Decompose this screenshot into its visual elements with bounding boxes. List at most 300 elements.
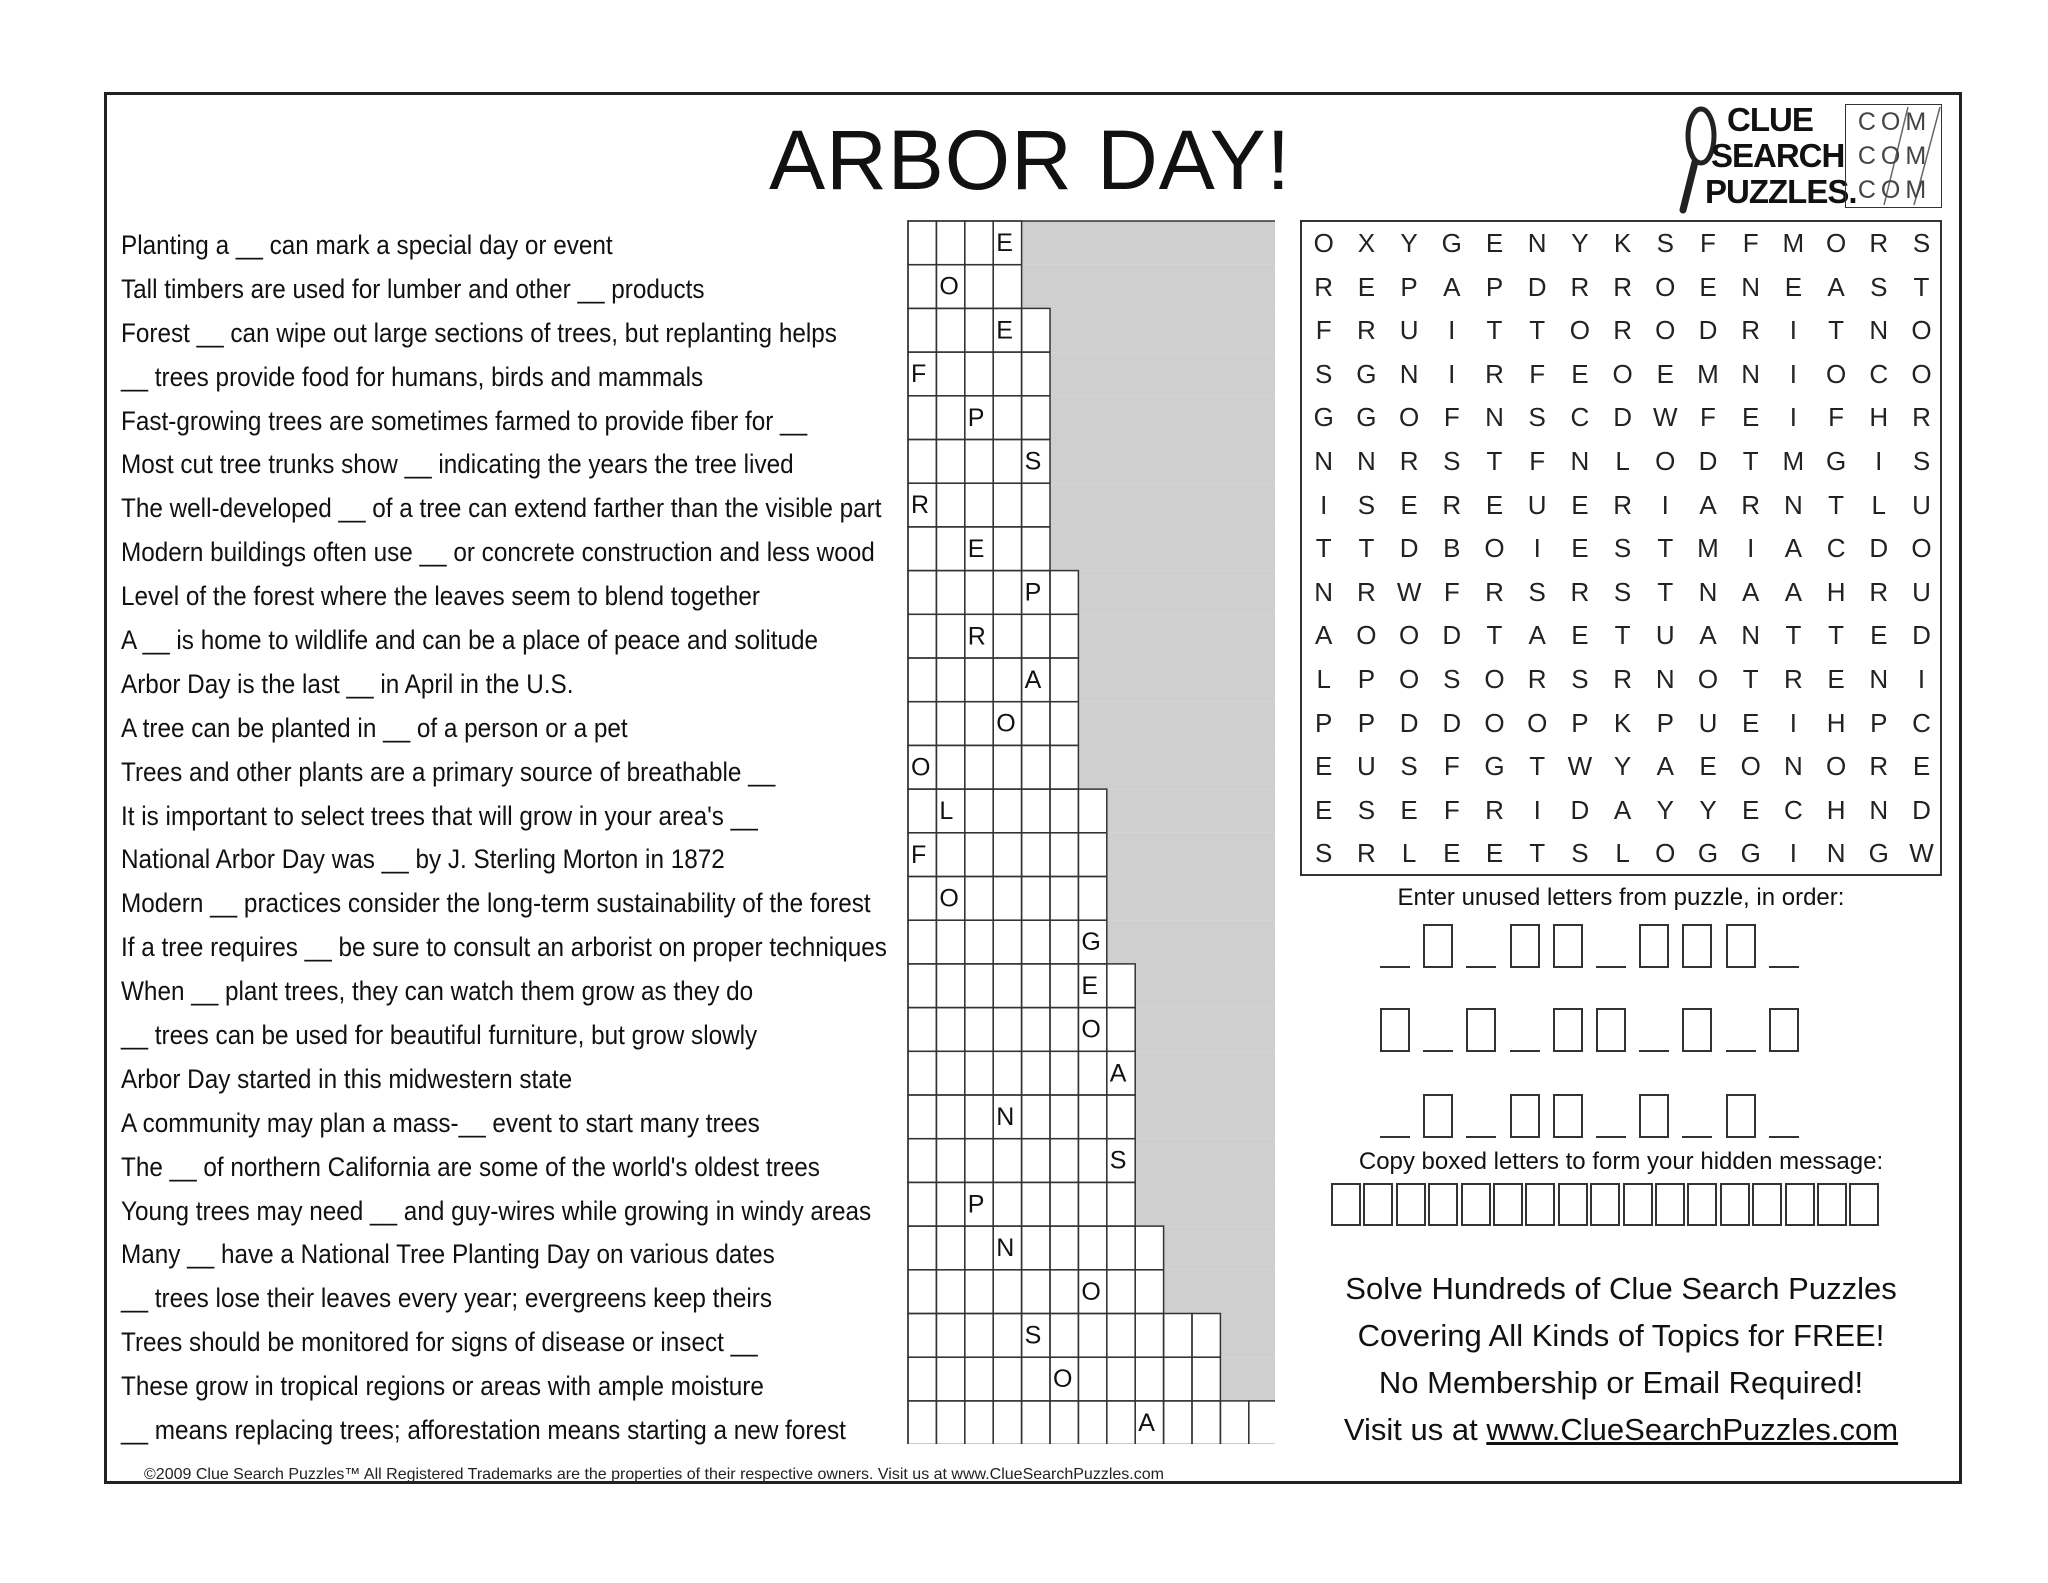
message-box[interactable]	[1687, 1183, 1717, 1226]
answer-cell[interactable]	[936, 614, 964, 658]
boxed-letter-slot[interactable]	[1510, 924, 1540, 968]
word-search-letter[interactable]: F	[1529, 446, 1546, 476]
message-box[interactable]	[1396, 1183, 1426, 1226]
answer-cell[interactable]	[908, 1139, 936, 1183]
answer-cell[interactable]	[1050, 1095, 1078, 1139]
word-search-letter[interactable]: A	[1699, 489, 1717, 520]
word-search-letter[interactable]: O	[1655, 315, 1676, 346]
word-search-letter[interactable]: X	[1357, 228, 1376, 258]
word-search-letter[interactable]: O	[1398, 402, 1420, 433]
word-search-letter[interactable]: R	[1527, 664, 1547, 694]
answer-cell[interactable]	[908, 527, 936, 571]
word-search-letter[interactable]: E	[1400, 794, 1418, 825]
word-search-letter[interactable]: N	[1869, 315, 1889, 346]
answer-cell[interactable]	[993, 1401, 1021, 1444]
answer-cell[interactable]	[1022, 1270, 1050, 1314]
boxed-letter-slot[interactable]	[1466, 1008, 1496, 1052]
word-search-letter[interactable]: O	[1398, 620, 1420, 651]
word-search-letter[interactable]: N	[1485, 402, 1504, 433]
answer-cell[interactable]	[965, 745, 993, 789]
word-search-letter[interactable]: A	[1784, 576, 1803, 607]
answer-cell[interactable]	[936, 702, 964, 746]
word-search-letter[interactable]: M	[1697, 358, 1719, 389]
word-search-letter[interactable]: O	[1527, 707, 1548, 738]
answer-cell[interactable]	[1022, 702, 1050, 746]
word-search-letter[interactable]: T	[1785, 620, 1802, 651]
answer-cell[interactable]	[1050, 745, 1078, 789]
answer-cell[interactable]	[1078, 1401, 1106, 1444]
word-search-letter[interactable]: N	[1527, 228, 1547, 258]
answer-cell[interactable]	[1107, 1270, 1135, 1314]
answer-cell[interactable]	[1022, 1401, 1050, 1444]
word-search-letter[interactable]: E	[1485, 838, 1504, 869]
word-search-letter[interactable]: R	[1741, 489, 1761, 520]
answer-cell[interactable]	[993, 833, 1021, 877]
word-search-letter[interactable]: E	[1870, 620, 1888, 651]
word-search-letter[interactable]: L	[1615, 838, 1630, 869]
answer-cell[interactable]	[908, 1226, 936, 1270]
word-search-letter[interactable]: O	[1612, 358, 1633, 389]
answer-cell[interactable]	[965, 658, 993, 702]
word-search-letter[interactable]: G	[1697, 838, 1719, 869]
answer-cell[interactable]	[1107, 1182, 1135, 1226]
answer-cell[interactable]	[993, 877, 1021, 921]
word-search-letter[interactable]: T	[1913, 271, 1930, 302]
answer-cell[interactable]	[1135, 1357, 1163, 1401]
word-search-letter[interactable]: A	[1742, 576, 1760, 607]
word-search-letter[interactable]: F	[1529, 358, 1546, 389]
word-search-letter[interactable]: O	[1356, 620, 1377, 651]
answer-cell[interactable]	[993, 483, 1021, 527]
word-search-letter[interactable]: E	[1571, 358, 1589, 389]
word-search-letter[interactable]: A	[1443, 271, 1461, 302]
letter-blank[interactable]	[1639, 1008, 1669, 1052]
word-search-letter[interactable]: T	[1358, 533, 1375, 564]
answer-cell[interactable]	[1107, 1401, 1135, 1444]
word-search-letter[interactable]: E	[1571, 533, 1589, 564]
word-search-letter[interactable]: I	[1533, 794, 1541, 825]
word-search-letter[interactable]: I	[1448, 315, 1456, 346]
boxed-letter-slot[interactable]	[1726, 1094, 1756, 1138]
answer-cell[interactable]	[965, 789, 993, 833]
word-search-letter[interactable]: E	[1400, 489, 1418, 520]
word-search-letter[interactable]: T	[1828, 489, 1845, 520]
letter-blank[interactable]	[1769, 1094, 1799, 1138]
answer-cell[interactable]	[908, 1182, 936, 1226]
word-search-letter[interactable]: S	[1571, 664, 1589, 694]
letter-blank[interactable]	[1596, 924, 1626, 968]
answer-cell[interactable]	[965, 221, 993, 265]
answer-cell[interactable]	[1022, 833, 1050, 877]
word-search-letter[interactable]: O	[1655, 271, 1676, 302]
word-search-letter[interactable]: R	[1356, 576, 1376, 607]
answer-cell[interactable]	[993, 1270, 1021, 1314]
word-search-letter[interactable]: S	[1357, 794, 1376, 825]
answer-cell[interactable]	[993, 964, 1021, 1008]
answer-cell[interactable]	[1078, 789, 1106, 833]
word-search-letter[interactable]: D	[1442, 620, 1462, 651]
answer-cell[interactable]	[908, 265, 936, 309]
letter-blank[interactable]	[1726, 1008, 1756, 1052]
answer-cell[interactable]	[993, 1008, 1021, 1052]
word-search-letter[interactable]: F	[1443, 794, 1460, 825]
word-search-letter[interactable]: I	[1661, 489, 1669, 520]
answer-cell[interactable]	[936, 440, 964, 484]
answer-cell[interactable]	[908, 571, 936, 615]
answer-cell[interactable]	[1249, 1401, 1275, 1444]
answer-cell[interactable]	[993, 789, 1021, 833]
answer-cell[interactable]	[1135, 1226, 1163, 1270]
word-search-letter[interactable]: E	[1656, 358, 1674, 389]
answer-cell[interactable]	[936, 1226, 964, 1270]
word-search-letter[interactable]: F	[1700, 402, 1716, 433]
answer-cell[interactable]	[1135, 1314, 1163, 1358]
word-search-letter[interactable]: S	[1400, 751, 1418, 782]
word-search-letter[interactable]: O	[1697, 664, 1719, 694]
answer-cell[interactable]	[908, 1008, 936, 1052]
answer-cell[interactable]	[993, 1357, 1021, 1401]
answer-cell[interactable]	[993, 1314, 1021, 1358]
answer-cell[interactable]	[965, 920, 993, 964]
message-box[interactable]	[1558, 1183, 1588, 1226]
word-search-letter[interactable]: F	[1443, 576, 1460, 607]
word-search-letter[interactable]: R	[1912, 402, 1931, 433]
word-search-letter[interactable]: O	[1655, 446, 1676, 476]
message-box[interactable]	[1428, 1183, 1458, 1226]
word-search-letter[interactable]: P	[1485, 271, 1504, 302]
word-search-letter[interactable]: F	[1315, 315, 1332, 346]
word-search-letter[interactable]: R	[1356, 838, 1376, 869]
answer-cell[interactable]	[965, 352, 993, 396]
answer-cell[interactable]	[1050, 571, 1078, 615]
word-search-letter[interactable]: R	[1485, 576, 1504, 607]
word-search-letter[interactable]: T	[1529, 751, 1546, 782]
word-search-letter[interactable]: E	[1784, 271, 1803, 302]
boxed-letter-slot[interactable]	[1596, 1008, 1626, 1052]
word-search-letter[interactable]: S	[1912, 228, 1931, 258]
word-search-letter[interactable]: R	[1485, 358, 1504, 389]
word-search-letter[interactable]: S	[1528, 402, 1546, 433]
answer-cell[interactable]	[1050, 833, 1078, 877]
word-search-letter[interactable]: D	[1698, 315, 1718, 346]
word-search-letter[interactable]: U	[1356, 751, 1376, 782]
word-search-letter[interactable]: N	[1869, 794, 1889, 825]
word-search-letter[interactable]: H	[1826, 794, 1846, 825]
answer-cell[interactable]	[1078, 1182, 1106, 1226]
word-search-letter[interactable]: O	[1825, 358, 1847, 389]
word-search-letter[interactable]: W	[1567, 751, 1593, 782]
word-search-letter[interactable]: N	[1741, 358, 1761, 389]
word-search-letter[interactable]: M	[1697, 533, 1719, 564]
word-search-letter[interactable]: S	[1656, 228, 1674, 258]
answer-cell[interactable]	[993, 1182, 1021, 1226]
word-search-letter[interactable]: Y	[1613, 751, 1632, 782]
word-search-letter[interactable]: P	[1357, 707, 1376, 738]
answer-cell[interactable]	[908, 1314, 936, 1358]
word-search-letter[interactable]: S	[1613, 533, 1632, 564]
answer-cell[interactable]	[1022, 352, 1050, 396]
answer-cell[interactable]	[1107, 1095, 1135, 1139]
word-search-letter[interactable]: D	[1912, 794, 1931, 825]
letter-blank[interactable]	[1423, 1008, 1453, 1052]
word-search-letter[interactable]: S	[1571, 838, 1589, 869]
word-search-letter[interactable]: L	[1316, 664, 1331, 694]
word-search-letter[interactable]: O	[1484, 707, 1505, 738]
word-search-letter[interactable]: A	[1528, 620, 1546, 651]
answer-cell[interactable]	[965, 833, 993, 877]
word-search-letter[interactable]: G	[1356, 402, 1377, 433]
answer-cell[interactable]	[1022, 964, 1050, 1008]
boxed-letter-slot[interactable]	[1553, 1008, 1583, 1052]
boxed-letter-slot[interactable]	[1423, 1094, 1453, 1138]
word-search-letter[interactable]: O	[1911, 533, 1932, 564]
word-search-letter[interactable]: R	[1570, 576, 1590, 607]
word-search-letter[interactable]: I	[1875, 446, 1883, 476]
answer-cell[interactable]	[1135, 1270, 1163, 1314]
word-search-letter[interactable]: A	[1613, 794, 1632, 825]
answer-cell[interactable]	[993, 745, 1021, 789]
answer-cell[interactable]	[993, 352, 1021, 396]
message-box[interactable]	[1623, 1183, 1653, 1226]
word-search-letter[interactable]: E	[1485, 228, 1504, 258]
answer-cell[interactable]	[993, 920, 1021, 964]
word-search-letter[interactable]: I	[1747, 533, 1755, 564]
word-search-letter[interactable]: S	[1357, 489, 1376, 520]
answer-cell[interactable]	[965, 1401, 993, 1444]
word-search-letter[interactable]: U	[1912, 576, 1931, 607]
word-search-letter[interactable]: R	[1783, 664, 1803, 694]
answer-cell[interactable]	[965, 1270, 993, 1314]
word-search-letter[interactable]: R	[1613, 315, 1632, 346]
message-box[interactable]	[1720, 1183, 1750, 1226]
word-search-letter[interactable]: N	[1314, 576, 1334, 607]
word-search-letter[interactable]: I	[1320, 489, 1328, 520]
answer-cell[interactable]	[936, 1095, 964, 1139]
word-search-letter[interactable]: R	[1356, 315, 1376, 346]
word-search-letter[interactable]: R	[1485, 794, 1504, 825]
word-search-letter[interactable]: E	[1699, 271, 1717, 302]
answer-cell[interactable]	[1050, 1139, 1078, 1183]
answer-cell[interactable]	[1050, 702, 1078, 746]
answer-cell[interactable]	[1022, 920, 1050, 964]
answer-cell[interactable]	[1022, 1182, 1050, 1226]
word-search-letter[interactable]: E	[1571, 620, 1589, 651]
answer-cell[interactable]	[908, 221, 936, 265]
word-search-letter[interactable]: R	[1613, 664, 1632, 694]
word-search-letter[interactable]: P	[1870, 707, 1888, 738]
answer-cell[interactable]	[965, 702, 993, 746]
word-search-letter[interactable]: P	[1571, 707, 1589, 738]
word-search-letter[interactable]: C	[1783, 794, 1803, 825]
word-search-letter[interactable]: R	[1314, 271, 1334, 302]
answer-cell[interactable]	[1050, 1314, 1078, 1358]
word-search-letter[interactable]: O	[1911, 358, 1932, 389]
word-search-letter[interactable]: Y	[1656, 794, 1674, 825]
answer-cell[interactable]	[1022, 1008, 1050, 1052]
word-search-letter[interactable]: F	[1828, 402, 1845, 433]
word-search-letter[interactable]: E	[1571, 489, 1589, 520]
answer-cell[interactable]	[936, 483, 964, 527]
word-search-letter[interactable]: I	[1789, 315, 1797, 346]
word-search-letter[interactable]: O	[1825, 751, 1847, 782]
website-link[interactable]: www.ClueSearchPuzzles.com	[1486, 1412, 1899, 1447]
word-search-letter[interactable]: R	[1613, 271, 1632, 302]
word-search-letter[interactable]: D	[1570, 794, 1590, 825]
answer-cell[interactable]	[1050, 1226, 1078, 1270]
word-search-letter[interactable]: S	[1613, 576, 1632, 607]
message-box[interactable]	[1655, 1183, 1685, 1226]
answer-cell[interactable]	[1192, 1357, 1220, 1401]
answer-cell[interactable]	[1107, 964, 1135, 1008]
boxed-letter-slot[interactable]	[1553, 924, 1583, 968]
word-search-letter[interactable]: D	[1613, 402, 1632, 433]
answer-cell[interactable]	[965, 571, 993, 615]
answer-cell[interactable]	[908, 396, 936, 440]
word-search-letter[interactable]: N	[1314, 446, 1334, 476]
boxed-letter-slot[interactable]	[1682, 924, 1712, 968]
answer-cell[interactable]	[936, 352, 964, 396]
word-search-letter[interactable]: L	[1871, 489, 1887, 520]
boxed-letter-slot[interactable]	[1380, 1008, 1410, 1052]
word-search-letter[interactable]: T	[1315, 533, 1332, 564]
word-search-letter[interactable]: O	[1825, 228, 1847, 258]
letter-blank[interactable]	[1380, 924, 1410, 968]
word-search-letter[interactable]: G	[1484, 751, 1505, 782]
letter-blank[interactable]	[1466, 924, 1496, 968]
letter-blank[interactable]	[1466, 1094, 1496, 1138]
answer-cell[interactable]	[965, 265, 993, 309]
answer-cell[interactable]	[1107, 1226, 1135, 1270]
answer-cell[interactable]	[936, 833, 964, 877]
answer-cell[interactable]	[993, 265, 1021, 309]
word-search-letter[interactable]: R	[1741, 315, 1761, 346]
word-search-letter[interactable]: K	[1613, 228, 1632, 258]
answer-cell[interactable]	[936, 571, 964, 615]
answer-cell[interactable]	[1078, 1314, 1106, 1358]
word-search-letter[interactable]: P	[1315, 707, 1333, 738]
word-search-letter[interactable]: A	[1699, 620, 1717, 651]
word-search-letter[interactable]: O	[1484, 664, 1505, 694]
answer-cell[interactable]	[993, 614, 1021, 658]
word-search-letter[interactable]: T	[1828, 620, 1845, 651]
word-search-letter[interactable]: T	[1486, 620, 1503, 651]
message-box[interactable]	[1849, 1183, 1879, 1226]
boxed-letter-slot[interactable]	[1553, 1094, 1583, 1138]
answer-cell[interactable]	[908, 789, 936, 833]
word-search-letter[interactable]: C	[1869, 358, 1889, 389]
word-search-letter[interactable]: E	[1827, 664, 1845, 694]
answer-cell[interactable]	[1078, 1095, 1106, 1139]
word-search-letter[interactable]: N	[1399, 358, 1419, 389]
word-search-letter[interactable]: T	[1742, 664, 1759, 694]
word-search-letter[interactable]: L	[1615, 446, 1630, 476]
answer-cell[interactable]	[1022, 1226, 1050, 1270]
word-search-letter[interactable]: B	[1443, 533, 1461, 564]
word-search-letter[interactable]: G	[1868, 838, 1889, 869]
word-search-letter[interactable]: W	[1653, 402, 1678, 433]
word-search-letter[interactable]: C	[1826, 533, 1846, 564]
word-search-letter[interactable]: D	[1912, 620, 1931, 651]
word-search-letter[interactable]: D	[1442, 707, 1462, 738]
boxed-letter-slot[interactable]	[1510, 1094, 1540, 1138]
answer-cell[interactable]	[936, 527, 964, 571]
word-search-letter[interactable]: O	[1398, 664, 1420, 694]
answer-cell[interactable]	[993, 1051, 1021, 1095]
word-search-letter[interactable]: R	[1613, 489, 1632, 520]
answer-cell[interactable]	[1164, 1314, 1192, 1358]
word-search-letter[interactable]: D	[1698, 446, 1718, 476]
answer-cell[interactable]	[993, 440, 1021, 484]
word-search-letter[interactable]: A	[1784, 533, 1803, 564]
word-search-grid[interactable]	[1300, 220, 1942, 876]
answer-cell[interactable]	[1107, 1357, 1135, 1401]
word-search-letter[interactable]: P	[1400, 271, 1418, 302]
answer-cell[interactable]	[936, 221, 964, 265]
answer-cell[interactable]	[965, 308, 993, 352]
word-search-letter[interactable]: S	[1315, 358, 1333, 389]
answer-cell[interactable]	[1192, 1401, 1220, 1444]
answer-cell[interactable]	[908, 1270, 936, 1314]
answer-cell[interactable]	[936, 396, 964, 440]
answer-cell[interactable]	[908, 702, 936, 746]
word-search-letter[interactable]: I	[1789, 707, 1797, 738]
message-box[interactable]	[1461, 1183, 1491, 1226]
word-search-letter[interactable]: R	[1869, 751, 1889, 782]
word-search-letter[interactable]: M	[1782, 228, 1805, 258]
word-search-letter[interactable]: E	[1742, 707, 1760, 738]
word-search-letter[interactable]: D	[1399, 707, 1419, 738]
answer-cell[interactable]	[908, 1051, 936, 1095]
answer-cell[interactable]	[1050, 614, 1078, 658]
answer-cell[interactable]	[965, 1008, 993, 1052]
answer-cell[interactable]	[1078, 1226, 1106, 1270]
word-search-letter[interactable]: S	[1315, 838, 1333, 869]
word-search-letter[interactable]: O	[1740, 751, 1761, 782]
answer-cell[interactable]	[936, 1008, 964, 1052]
boxed-letter-slot[interactable]	[1639, 924, 1669, 968]
word-search-letter[interactable]: C	[1912, 707, 1931, 738]
word-search-letter[interactable]: G	[1313, 402, 1334, 433]
word-search-letter[interactable]: O	[1569, 315, 1590, 346]
answer-cell[interactable]	[1164, 1401, 1192, 1444]
answer-grid[interactable]	[907, 220, 1275, 1444]
answer-cell[interactable]	[965, 1095, 993, 1139]
word-search-letter[interactable]: I	[1789, 402, 1797, 433]
word-search-letter[interactable]: N	[1356, 446, 1376, 476]
word-search-letter[interactable]: N	[1655, 664, 1675, 694]
boxed-letter-slot[interactable]	[1423, 924, 1453, 968]
answer-cell[interactable]	[936, 1401, 964, 1444]
answer-cell[interactable]	[936, 1051, 964, 1095]
word-search-letter[interactable]: U	[1698, 707, 1718, 738]
answer-cell[interactable]	[1220, 1401, 1248, 1444]
word-search-letter[interactable]: A	[1315, 620, 1333, 651]
answer-cell[interactable]	[993, 527, 1021, 571]
answer-cell[interactable]	[1022, 1139, 1050, 1183]
answer-cell[interactable]	[936, 1182, 964, 1226]
answer-cell[interactable]	[936, 1270, 964, 1314]
boxed-letter-slot[interactable]	[1639, 1094, 1669, 1138]
answer-cell[interactable]	[936, 964, 964, 1008]
answer-cell[interactable]	[993, 658, 1021, 702]
answer-cell[interactable]	[1164, 1357, 1192, 1401]
word-search-letter[interactable]: P	[1357, 664, 1376, 694]
answer-cell[interactable]	[908, 658, 936, 702]
word-search-letter[interactable]: S	[1912, 446, 1931, 476]
word-search-letter[interactable]: R	[1399, 446, 1419, 476]
answer-cell[interactable]	[908, 920, 936, 964]
answer-cell[interactable]	[908, 308, 936, 352]
